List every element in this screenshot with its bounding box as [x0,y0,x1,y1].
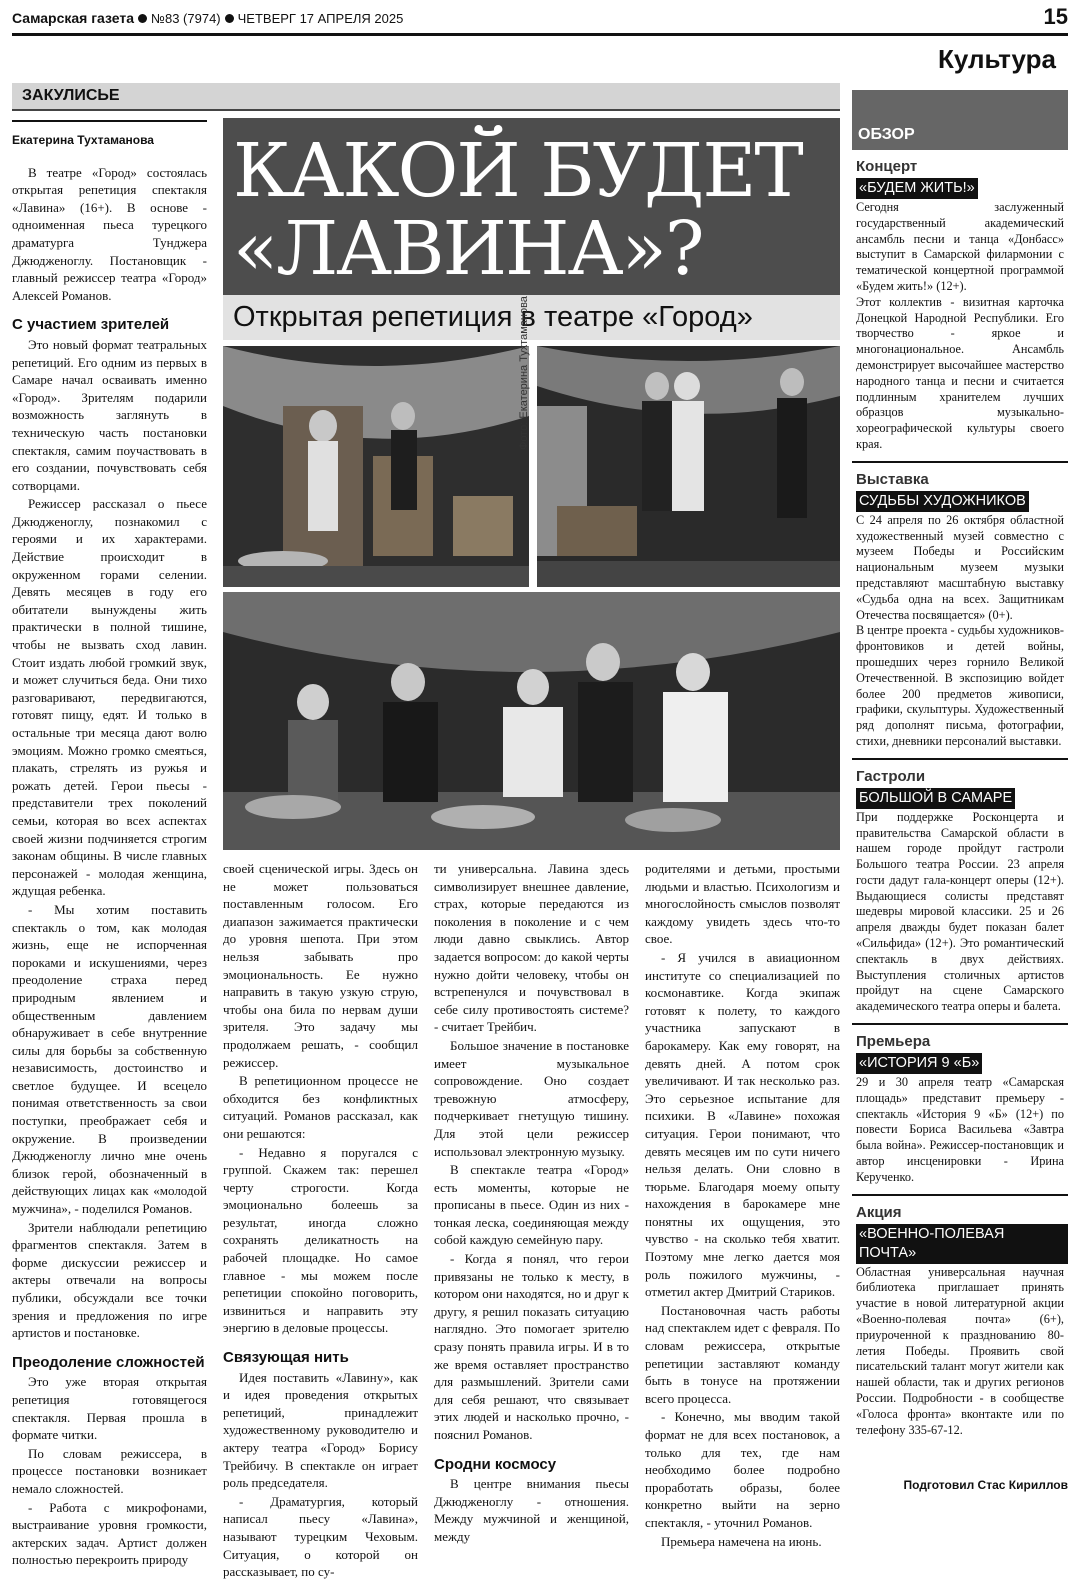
headline [233,128,802,292]
paragraph: ти универсальна. Лавина здесь символизирует внешнее давление, страх, которые передаются из поколения в поколение и с чем люди давно свыклись. Автор задается вопросом: до какой черты нужно дойти человеку, чтобы он встрепенулся и почувствовал в себе силу противостоять системе? - считает Трейбич. [434,861,629,1035]
paragraph: - Мы хотим поставить спектакль о том, как молодая жизнь, еще не испорченная пороками и искушениями, через преодоление страха перед природным явлением и общественным давлением обнаруживает в себе внутренние силы для борьбы за собственную независимость, достоинство и светлое будущее. И всецело понимая ответственность за свои поступки, преображает себя и окружение. В произведении Джюдженоглу лично мне очень близок герой, обозначенный в действующих лицах как «молодой мужчина», - поделился Романов. [12,901,207,1217]
sidebar-text: При поддержке Росконцерта и правительства Самарской области в нашем городе пройдут гастроли Большого театра России. 23 апреля гости дадут гала-концерт оперы (12+). Выдающиеся солисты представят шедевры мировой классики. 25 и 26 апреля дважды будет показан балет «Сильфида» (12+). Это романтический спектакль в двух действиях. Выступления столичных артистов пройдут на сцене Самарского академического театра оперы и балета. [856,809,1064,1014]
sidebar-text: Областная универсальная научная библиотека приглашает принять участие в новой литературной акции «Военно-полевая почта» (6+), приуроченной к празднованию 80-летия Победы. Проявить свой писательский талант могут жители как нашей области, так и других регионов России. Подробности - в сообществе «Голоса фронта» вконтакте или по телефону 335-67-12. [856,1264,1064,1437]
sidebar-header [852,90,1068,150]
sidebar-item-premiere [852,1025,1068,1196]
issue-date: ЧЕТВЕРГ 17 АПРЕЛЯ 2025 [237,11,404,26]
paragraph: родителями и детьми, простыми людьми и властью. Психологизм и многослойность смыслов позволят каждому увидеть здесь что-то свое. [645,861,840,947]
sidebar-category: Премьера [856,1033,931,1051]
sidebar-header-label: ОБЗОР [858,126,915,143]
paragraph: - Конечно, мы вводим такой формат не для всех постановок, а только для тех, где нам необходимо более подробно проработать образы, более конкретно выйти на зерно спектакля, - уточнил Романов. [645,1409,840,1530]
rubric-bar [12,83,840,111]
headline-line-1: КАКОЙ БУДЕТ [233,128,802,214]
paragraph: По словам режиссера, в процессе постановки возникает немало сложностей. [12,1445,207,1496]
paragraph: - Недавно я поругался с группой. Скажем так: перешел черту строгости. Когда эмоционально болеешь за результат, иногда сложно сохранять деликатность на рабочей площадке. Но самое главное - мы можем после репетиции спокойно поговорить, извиниться и направить эту энергию в деловые процессы. [223,1144,418,1336]
sidebar-title: «БУДЕМ ЖИТЬ!» [856,178,978,199]
article-column-1 [12,120,207,1568]
paragraph: В центре внимания пьесы Джюдженоглу - отношения. Между мужчиной и женщиной, между [434,1476,629,1544]
paragraph: Это уже вторая открытая репетиция готовящегося спектакля. Первая прошла в формате читки. [12,1374,207,1443]
photo-credit: Фото: Екатерина Тухтаманова [518,296,530,450]
sidebar-title: «ВОЕННО-ПОЛЕВАЯ ПОЧТА» [856,1224,1068,1264]
subheading-link: Связующая нить [223,1349,349,1367]
sidebar-category: Акция [856,1203,902,1221]
section-title: Культура [937,44,1056,74]
overview-sidebar [852,90,1068,1486]
sidebar-title: БОЛЬШОЙ В САМАРЕ [856,788,1015,809]
sidebar-text: С 24 апреля по 26 октября областной художественный музей совместно с музеем Победы и Российским национальным музеем музыки представляют масштабную выставку «Судьба одна на всех. Защитникам Отечества посвящается» (0+). [856,512,1064,622]
newspaper-name: Самарская газета [12,10,135,26]
sidebar-text: Этот коллектив - визитная карточка Донецкой Народной Республики. Его творчество - яркое и многонациональное. Ансамбль демонстрирует высочайшее мастерство народного танца и песни и считается подлинным хранителем лучших образцов музыкально-хореографической культуры своего края. [856,294,1064,451]
masthead [12,6,1068,36]
sidebar-category: Гастроли [856,767,926,785]
paragraph: Премьера намечена на июнь. [661,1533,822,1549]
issue-number: №83 (7974) [151,11,221,26]
rehearsal-photo-3 [223,592,840,850]
page-number: 15 [1043,4,1068,29]
masthead-info [12,10,403,26]
paragraph: Режиссер рассказал о пьесе Джюдженоглу, познакомил с героями и их характерами. Действие происходит в окруженном горами селении. Девять месяцев в году его обитатели вынуждены жить практически в полной тишине, чтобы не вызвать сход лавин. Стоит издать любой громкий звук, и может случиться беда. Они тихо разговаривают, передвигаются, готовят пищу, едят. И только в остальные три месяца дают волю эмоциям. Можно громко смеяться, плакать, стрелять из ружья и рожать детей. Герои пьесы - представители трех поколений семьи, которая во всех аспектах своей жизни подчиняется строгим законам общины. В числе главных персонажей - молодая женщина, ждущая ребенка. [12,496,207,899]
sidebar-text: В центре проекта - судьбы художников-фронтовиков и детей войны, прошедших через горнило Великой Отечественной. В экспозицию войдет более 200 предметов живописи, графики, скульптуры. Художественный ряд дополнят письма, фотографии, стихи, дневники персоналий выставки. [856,623,1064,748]
paragraph: - Когда я понял, что герои привязаны не только к месту, в котором они находятся, но и друг к другу, я решил показать ситуацию наглядно. Это помогает зрителю сразу понять правила игры. И в то же время оставляет пространство для размышлений. Зрители сами для себя решают, что связывает этих людей и насколько прочно, - пояснил Романов. [434,1251,629,1442]
rehearsal-photo-2 [537,346,840,587]
paragraph: В спектакле театра «Город» есть моменты, которые не прописаны в пьесе. Один из них - тонкая леска, соединяющая между собой каждую семейную пару. [434,1162,629,1248]
author-byline: Екатерина Тухтаманова [12,120,207,150]
paragraph: Большое значение в постановке имеет музыкальное сопровождение. Оно создает тревожную атмосферу, подчеркивает гнетущую тишину. Для этой цели режиссер использовал электронную музыку. [434,1037,629,1159]
sidebar-item-tour [852,760,1068,1025]
subheadline: Открытая репетиция в театре «Город» [223,295,840,340]
article-column-4 [645,860,840,1549]
sidebar-credit: Подготовил Стас Кириллов [903,1478,1068,1492]
sidebar-title: СУДЬБЫ ХУДОЖНИКОВ [856,491,1029,512]
paragraph: Постановочная часть работы над спектаклем идет с февраля. По словам режиссера, открытые репетиции заставляют команду быть в тонусе на протяжении всего процесса. [645,1302,840,1406]
sidebar-category: Выставка [856,470,929,488]
paragraph: своей сценической игры. Здесь он не может пользоваться поставленным голосом. Его диапазон зажимается практически до уровня шепота. При этом нельзя забывать про эмоциональность. Ее нужно направить в такую узкую струю, чтобы она била по нервам души зрителя. Это задачу мы продолжаем решать, - сообщил режиссер. [223,861,418,1070]
paragraph: - Драматургия, который написал пьесу «Лавина», называют турецким Чеховым. Ситуация, о которой он рассказывает, по су- [223,1493,418,1580]
sidebar-item-concert [852,150,1068,463]
sidebar-text: Сегодня заслуженный государственный академический ансамбль песни и танца «Донбасс» выступит в Самарской филармонии с тематической концертной программой «Будем жить!» (12+). [856,200,1064,293]
paragraph: Идея поставить «Лавину», как и идея проведения открытых репетиций, принадлежит художественному руководителю и актеру театра «Город» Борису Трейбичу. В спектакле он играет роль председателя. [223,1369,418,1491]
paragraph: Зрители наблюдали репетицию фрагментов спектакля. Затем в форме дискуссии режиссер и актеры отвечали на вопросы публики, обсуждали все точки зрения и предложения по игре артистов и постановке. [12,1219,207,1341]
rehearsal-photo-1 [223,346,529,587]
paragraph: - Работа с микрофонами, выстраивание уровня громкости, актерских задач. Артист должен полностью перекроить природу [12,1499,207,1568]
subheading-participation: С участием зрителей [12,316,170,334]
sidebar-title: «ИСТОРИЯ 9 «Б» [856,1053,982,1074]
subheading-difficulties: Преодоление сложностей [12,1353,205,1371]
paragraph: - Я учился в авиационном институте со специализацией по космонавтике. Когда экипаж готовят к полету, то каждого участника запускают в барокамеру. Как ему говорят, на девять дней. А потом срок увеличивают. И так несколько раз. Это серьезное испытание для психики. В «Лавине» похожая ситуация. Герои понимают, что девять месяцев им по сути ничего нельзя делать. Они словно в тюрьме. Благодаря моему опыту нахождения в барокамере мне понятны их ощущения, это чувство - на сколько тебя хватит. Поэтому мне легко дается моя роль пожилого мужчины, - отметил актер Дмитрий Стариков. [645,949,840,1300]
headline-block [223,118,840,342]
lead-paragraph: В театре «Город» состоялась открытая репетиция спектакля «Лавина» (16+). В основе - одноименная пьеса турецкого драматурга Тунджера Джюдженоглу. Постановщик - главный режиссер театра «Город» Алексей Романов. [12,164,207,303]
sidebar-item-campaign [852,1196,1068,1447]
sidebar-text: 29 и 30 апреля театр «Самарская площадь» представит премьеру - спектакль «История 9 «Б» (12+) по повести Бориса Васильева «Завтра была война». Режиссер-постановщик и автор инсценировки - Ирина Керученко. [856,1075,1064,1184]
bullet-icon [225,14,234,23]
rubric-label: ЗАКУЛИСЬЕ [22,87,120,104]
sidebar-item-exhibition [852,463,1068,760]
headline-line-2: «ЛАВИНА»? [233,206,703,292]
subheading-cosmos: Сродни космосу [434,1455,557,1473]
article-column-2 [223,860,418,1580]
bullet-icon [138,14,147,23]
paragraph: В репетиционном процессе не обходится без конфликтных ситуаций. Романов рассказал, как они решаются: [223,1073,418,1141]
paragraph: Это новый формат театральных репетиций. Его одним из первых в Самаре начал осваивать именно «Город». Зрителям подарили возможность заглянуть в техническую часть постановки спектакля, самим поучаствовать в его создании, почувствовать себя сотворцами. [12,336,207,493]
article-column-3 [434,860,629,1544]
sidebar-category: Концерт [856,158,918,175]
